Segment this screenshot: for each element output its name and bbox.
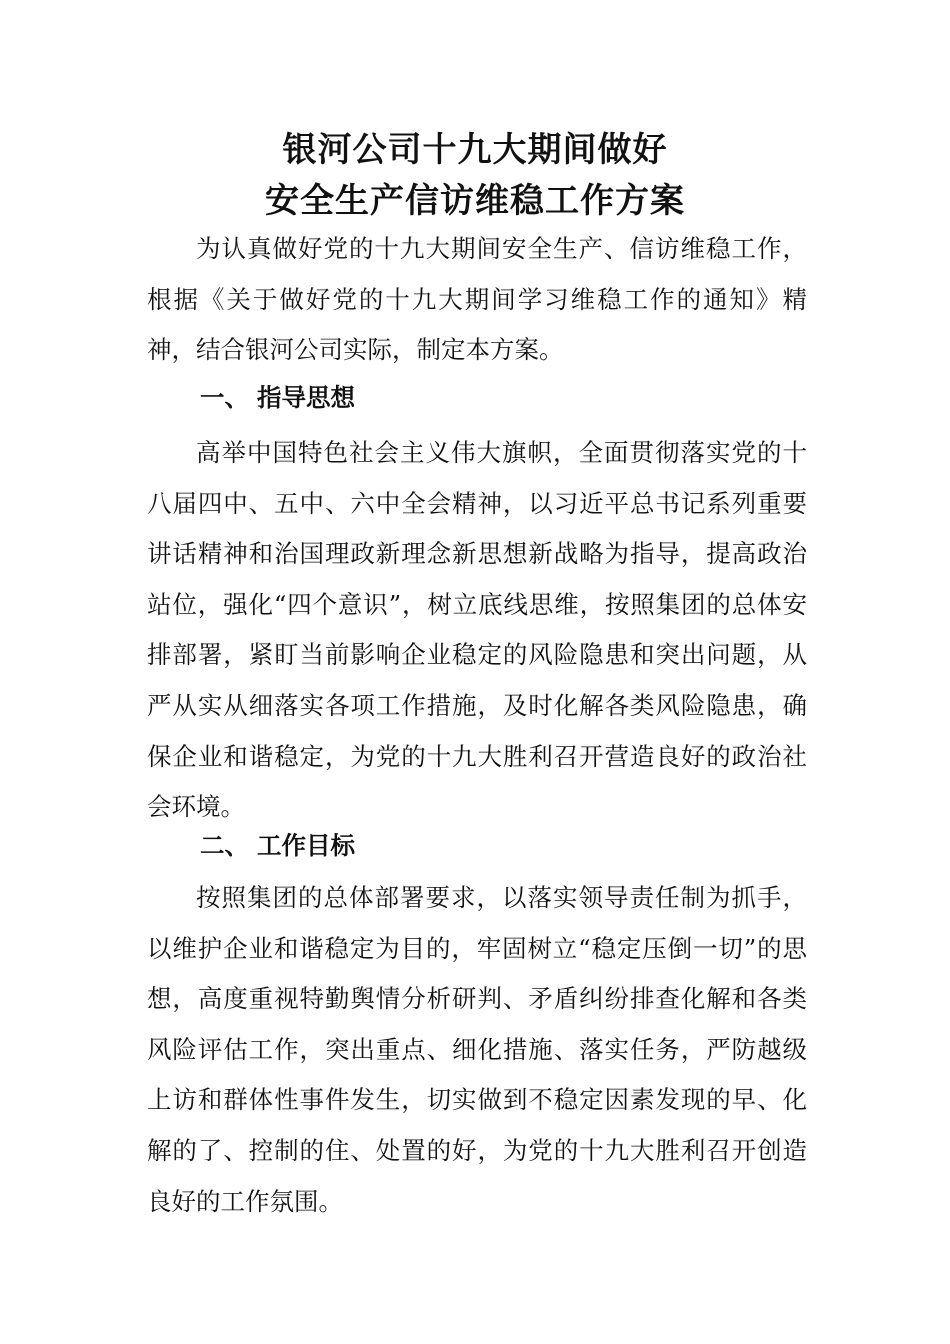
section-paragraph-work-goal: 按照集团的总体部署要求，以落实领导责任制为抓手，以维护企业和谐稳定为目的，牢固树立“稳定压倒一切”的思想，高度重视特勤舆情分析研判、矛盾纠纷排查化解和各类风险评估工作，突出重点、细化措施、落实任务，严防越级上访和群体性事件发生，切实做到不稳定因素发现的早、化解的了、控制的住、处置的好，为党的十九大胜利召开创造良好的工作氛围。: [147, 883, 807, 1216]
intro-paragraph: 为认真做好党的十九大期间安全生产、信访维稳工作，根据《关于做好党的十九大期间学习维稳工作的通知》精神，结合银河公司实际，制定本方案。: [147, 234, 807, 365]
section-number: 一、: [200, 383, 249, 412]
document-title-line-1: 银河公司十九大期间做好: [282, 130, 668, 170]
document-title-line-2: 安全生产信访维稳工作方案: [265, 181, 685, 221]
section-number: 二、: [200, 831, 249, 860]
section-heading-text: 工作目标: [257, 831, 355, 860]
section-heading-text: 指导思想: [257, 383, 355, 412]
section-heading-work-goal: [200, 826, 355, 866]
section-paragraph-guiding-ideology: 高举中国特色社会主义伟大旗帜，全面贯彻落实党的十八届四中、五中、六中全会精神，以习近平总书记系列重要讲话精神和治国理政新理念新思想新战略为指导，提高政治站位，强化“四个意识”，树立底线思维，按照集团的总体安排部署，紧盯当前影响企业稳定的风险隐患和突出问题，从严从实从细落实各项工作措施，及时化解各类风险隐患，确保企业和谐稳定，为党的十九大胜利召开营造良好的政治社会环境。: [147, 438, 807, 822]
section-heading-guiding-ideology: [200, 378, 355, 418]
